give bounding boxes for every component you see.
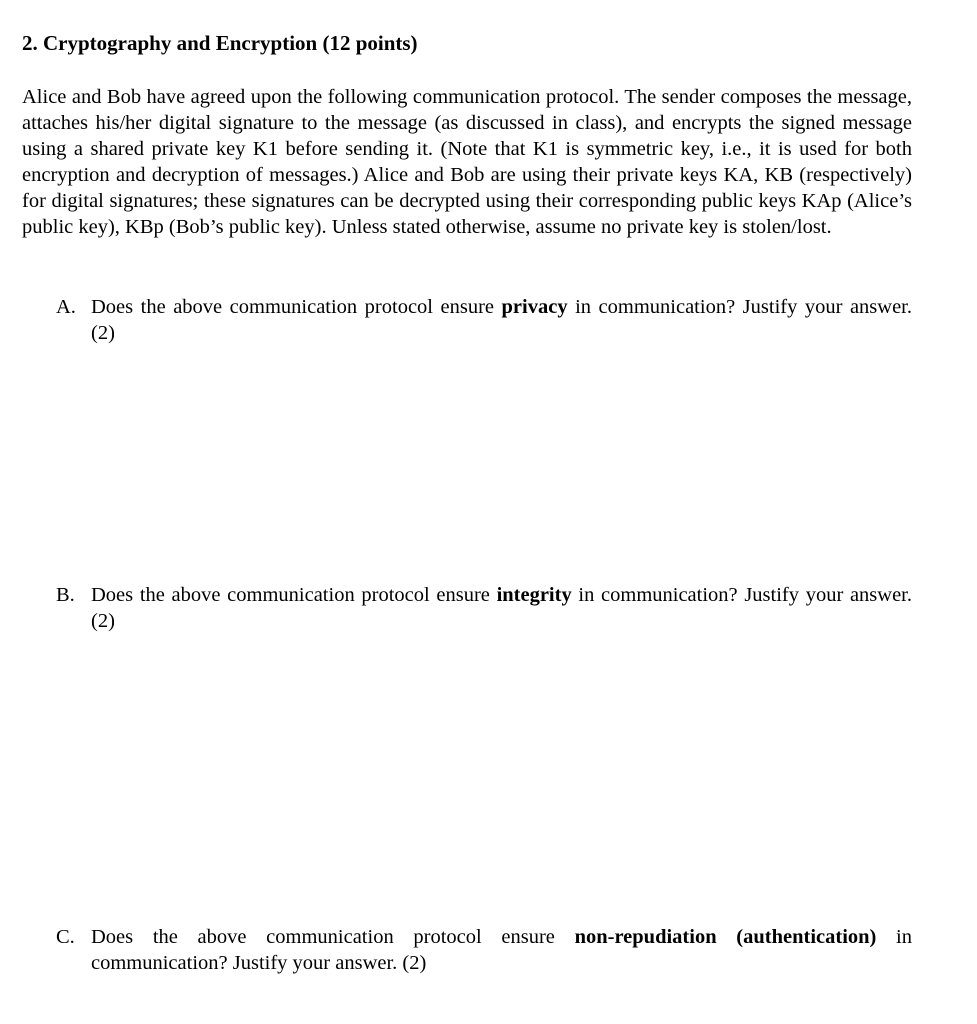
question-letter: B. <box>56 584 75 606</box>
question-keyword: non-repudiation (authentication) <box>574 926 877 948</box>
question-keyword: integrity <box>496 584 572 606</box>
question-a <box>56 294 912 346</box>
question-b <box>56 582 912 634</box>
question-text-before: Does the above communication protocol ensure <box>91 584 497 606</box>
question-letter: C. <box>56 926 75 948</box>
question-text-after: in communication? Justify your answer. (2) <box>91 926 913 974</box>
question-text <box>91 294 912 346</box>
question-letter: A. <box>56 296 76 318</box>
question-text-after: in communication? Justify your answer. (2) <box>91 296 912 344</box>
question-text-before: Does the above communication protocol ensure <box>91 926 575 948</box>
question-text-before: Does the above communication protocol ensure <box>91 296 502 318</box>
question-c <box>56 924 912 976</box>
page-title: 2. Cryptography and Encryption (12 points) <box>22 31 418 55</box>
question-keyword: privacy <box>501 296 568 318</box>
question-text-after: in communication? Justify your answer. (2) <box>91 584 912 632</box>
question-text <box>91 924 912 976</box>
question-text <box>91 582 912 634</box>
intro-paragraph: Alice and Bob have agreed upon the following communication protocol. The sender composes the message, attaches his/her digital signature to the message (as discussed in class), and encrypts the signed message using a shared private key K1 before sending it. (Note that K1 is symmetric key, i.e., it is used for both encryption and decryption of messages.) Alice and Bob are using their private keys KA, KB (respectively) for digital signatures; these signatures can be decrypted using their corresponding public keys KAp (Alice’s public key), KBp (Bob’s public key). Unless stated otherwise, assume no private key is stolen/lost. <box>22 86 912 238</box>
